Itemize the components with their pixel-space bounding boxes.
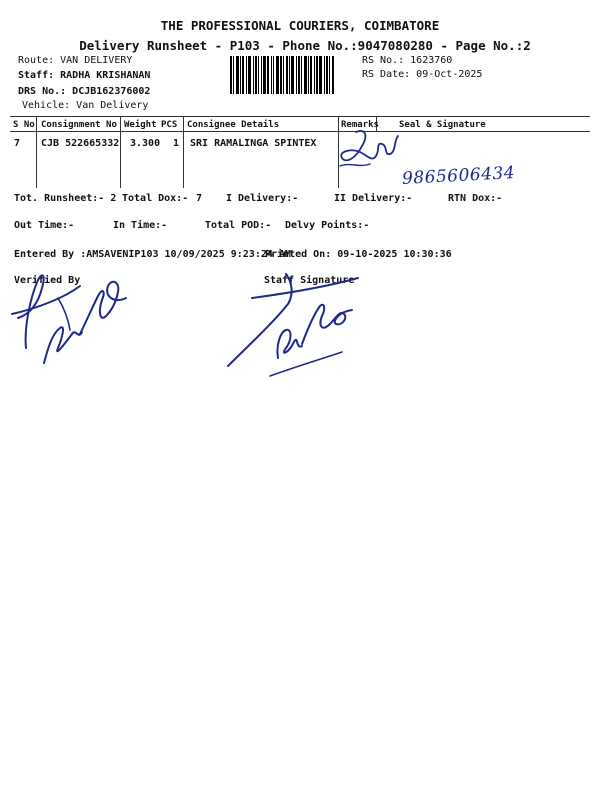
drs-number: DRS No.: DCJB162376002 <box>18 86 151 97</box>
vehicle-text: Vehicle: Van Delivery <box>22 100 149 111</box>
company-title: THE PROFESSIONAL COURIERS, COIMBATORE <box>160 18 440 33</box>
in-time: In Time:- <box>113 220 168 231</box>
total-dox-value: 7 <box>196 193 203 204</box>
barcode <box>230 56 358 94</box>
handwritten-phone: 9865606434 <box>401 163 516 189</box>
header-weight: Weight <box>124 120 157 130</box>
rtn-dox: RTN Dox:- <box>448 193 503 204</box>
row-pcs: 1 <box>173 138 180 149</box>
delivery-points: Delvy Points:- <box>285 220 370 231</box>
out-time: Out Time:- <box>14 220 75 231</box>
verified-by-label: Verified By <box>14 275 81 286</box>
receiver-signature <box>336 126 408 182</box>
route-text: Route: VAN DELIVERY <box>18 55 133 66</box>
entered-by: Entered By :AMSAVENIP103 10/09/2025 9:23:24 AM <box>14 249 291 260</box>
rs-number: RS No.: 1623760 <box>362 55 453 66</box>
total-dox-label: Total Dox:- <box>122 193 189 204</box>
row-consignment-no: CJB 522665332 <box>41 138 120 149</box>
row-sno: 7 <box>14 138 21 149</box>
col-divider <box>183 116 184 188</box>
header-consignment: Consignment No <box>41 120 117 130</box>
total-pod: Total POD:- <box>205 220 272 231</box>
header-pcs: PCS <box>161 120 178 130</box>
total-runsheet: Tot. Runsheet:- 2 <box>14 193 117 204</box>
col-divider <box>36 116 37 188</box>
header-seal-signature: Seal & Signature <box>399 120 486 130</box>
staff-signature-label: Staff Signature <box>264 275 355 286</box>
staff-text: Staff: RADHA KRISHANAN <box>18 70 151 81</box>
row-consignee: SRI RAMALINGA SPINTEX <box>190 138 317 149</box>
table-top-border <box>10 116 590 117</box>
runsheet-subtitle: Delivery Runsheet - P103 - Phone No.:9047080280 - Page No.:2 <box>79 38 531 53</box>
staff-signature <box>222 268 364 380</box>
verifier-signature <box>8 268 143 373</box>
row-weight: 3.300 <box>130 138 161 149</box>
header-remarks: Remarks <box>341 120 379 130</box>
rs-date: RS Date: 09-Oct-2025 <box>362 69 483 80</box>
ii-delivery: II Delivery:- <box>334 193 413 204</box>
i-delivery: I Delivery:- <box>226 193 299 204</box>
header-sno: S No <box>13 120 35 130</box>
col-divider <box>120 116 121 188</box>
table-header-border <box>10 131 590 132</box>
header-consignee: Consignee Details <box>187 120 280 130</box>
printed-on: Printed On: 09-10-2025 10:30:36 <box>265 249 452 260</box>
